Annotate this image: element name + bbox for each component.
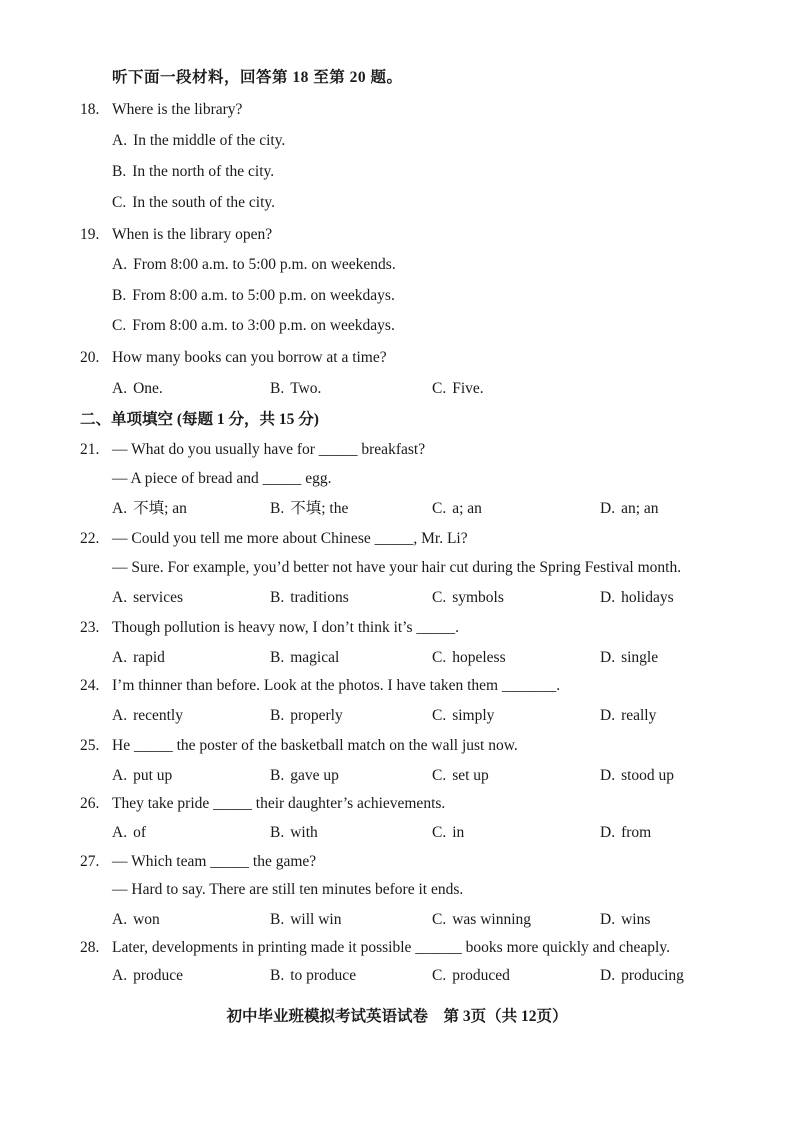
question-dialogue-line: — A piece of bread and _____ egg. [112, 470, 332, 487]
answer-option [600, 766, 674, 786]
option-letter: B. [270, 500, 285, 517]
answer-option [270, 706, 343, 726]
option-letter: B. [270, 649, 285, 666]
option-text: rapid [133, 649, 165, 666]
answer-option [112, 255, 396, 275]
answer-option [432, 588, 504, 608]
answer-option [432, 499, 482, 519]
answer-option [112, 966, 183, 986]
option-text: 不填; the [290, 500, 349, 517]
option-text: wins [621, 911, 651, 928]
option-text: simply [452, 707, 495, 724]
option-letter: A. [112, 911, 128, 928]
answer-option [112, 823, 146, 843]
answer-option [600, 706, 656, 726]
page-footer: 初中毕业班模拟考试英语试卷 第 3页（共 12页） [226, 1008, 568, 1025]
option-letter: D. [600, 500, 616, 517]
option-text: holidays [621, 589, 674, 606]
question-text: Later, developments in printing made it possible ______ books more quickly and cheaply. [112, 939, 670, 956]
option-text: 不填; an [133, 500, 187, 517]
option-text: services [133, 589, 183, 606]
option-text: traditions [290, 589, 349, 606]
answer-option [270, 588, 349, 608]
option-letter: B. [270, 589, 285, 606]
option-letter: B. [112, 287, 127, 304]
option-letter: A. [112, 707, 128, 724]
question-number: 27. [80, 853, 100, 870]
answer-option [432, 966, 510, 986]
option-letter: B. [270, 824, 285, 841]
answer-option [112, 131, 285, 151]
option-letter: B. [270, 911, 285, 928]
option-row [112, 588, 752, 608]
option-text: set up [452, 767, 489, 784]
option-row [112, 131, 752, 151]
option-row [112, 966, 752, 986]
option-letter: A. [112, 500, 128, 517]
question-stem [80, 794, 445, 814]
answer-option [112, 162, 274, 182]
option-text: magical [290, 649, 340, 666]
question-dialogue-line: — Sure. For example, you’d better not have your hair cut during the Spring Festival month. [112, 559, 682, 576]
option-row [112, 910, 752, 930]
option-letter: B. [270, 767, 285, 784]
option-letter: A. [112, 256, 128, 273]
option-row [112, 316, 752, 336]
answer-option [112, 316, 395, 336]
answer-option [432, 379, 484, 399]
question-number: 18. [80, 101, 100, 118]
option-letter: C. [112, 317, 127, 334]
option-letter: C. [432, 767, 447, 784]
section-title: 二、单项填空 (每题 1 分，共 15 分) [80, 411, 319, 428]
option-letter: D. [600, 649, 616, 666]
answer-option [270, 823, 318, 843]
question-text: Where is the library? [112, 101, 243, 118]
answer-option [112, 648, 165, 668]
option-text: Five. [452, 380, 484, 397]
answer-option [112, 706, 183, 726]
option-text: From 8:00 a.m. to 5:00 p.m. on weekdays. [132, 287, 395, 304]
answer-option [112, 588, 183, 608]
option-letter: C. [432, 380, 447, 397]
answer-option [270, 648, 339, 668]
answer-option [600, 966, 684, 986]
answer-option [600, 910, 650, 930]
option-text: in [452, 824, 465, 841]
option-row [112, 286, 752, 306]
question-number: 24. [80, 677, 100, 694]
option-text: produce [133, 967, 183, 984]
question-stem [80, 225, 272, 245]
option-letter: D. [600, 911, 616, 928]
question-text: He _____ the poster of the basketball match on the wall just now. [112, 737, 518, 754]
option-text: a; an [452, 500, 482, 517]
option-text: stood up [621, 767, 675, 784]
option-row [112, 499, 752, 519]
answer-option [600, 499, 659, 519]
option-letter: A. [112, 967, 128, 984]
option-row [112, 162, 752, 182]
option-text: producing [621, 967, 684, 984]
option-text: symbols [452, 589, 504, 606]
answer-option [432, 766, 489, 786]
question-stem [80, 348, 387, 368]
option-text: recently [133, 707, 183, 724]
option-text: to produce [290, 967, 357, 984]
option-row [112, 379, 752, 399]
question-stem [80, 440, 425, 460]
question-number: 19. [80, 226, 100, 243]
answer-option [112, 193, 275, 213]
answer-option [112, 766, 172, 786]
option-row [112, 193, 752, 213]
option-text: From 8:00 a.m. to 3:00 p.m. on weekdays. [132, 317, 395, 334]
answer-option [270, 766, 339, 786]
option-letter: C. [112, 194, 127, 211]
answer-option [600, 648, 658, 668]
question-stem [80, 938, 670, 958]
question-text: — Which team _____ the game? [112, 853, 317, 870]
question-text: How many books can you borrow at a time? [112, 349, 387, 366]
option-row [112, 823, 752, 843]
option-row [112, 255, 752, 275]
option-letter: D. [600, 967, 616, 984]
question-number: 25. [80, 737, 100, 754]
option-letter: B. [270, 380, 285, 397]
option-letter: C. [432, 500, 447, 517]
answer-option [600, 823, 651, 843]
option-text: One. [133, 380, 163, 397]
listening-intro: 听下面一段材料，回答第 18 至第 20 题。 [112, 69, 403, 86]
question-text: Though pollution is heavy now, I don’t think it’s _____. [112, 619, 460, 636]
question-stem [80, 100, 242, 120]
question-stem [80, 736, 518, 756]
answer-option [432, 706, 494, 726]
answer-option [270, 499, 348, 519]
option-text: really [621, 707, 657, 724]
option-row [112, 766, 752, 786]
question-stem [80, 529, 468, 549]
option-text: won [133, 911, 160, 928]
option-letter: C. [432, 649, 447, 666]
question-number: 21. [80, 441, 100, 458]
option-text: produced [452, 967, 510, 984]
answer-option [270, 966, 356, 986]
option-letter: A. [112, 589, 128, 606]
answer-option [270, 379, 321, 399]
question-text: They take pride _____ their daughter’s achievements. [112, 795, 446, 812]
option-text: of [133, 824, 146, 841]
answer-option [432, 910, 531, 930]
answer-option [432, 648, 506, 668]
answer-option [432, 823, 464, 843]
option-letter: A. [112, 132, 128, 149]
option-row [112, 648, 752, 668]
option-letter: C. [432, 707, 447, 724]
option-text: From 8:00 a.m. to 5:00 p.m. on weekends. [133, 256, 396, 273]
option-letter: B. [112, 163, 127, 180]
question-stem [80, 676, 560, 696]
option-letter: A. [112, 380, 128, 397]
question-text: — Could you tell me more about Chinese _____, Mr. Li? [112, 530, 468, 547]
option-text: In the middle of the city. [133, 132, 286, 149]
option-letter: A. [112, 649, 128, 666]
answer-option [112, 910, 160, 930]
option-text: properly [290, 707, 343, 724]
question-text: When is the library open? [112, 226, 273, 243]
option-text: with [290, 824, 318, 841]
option-letter: C. [432, 824, 447, 841]
option-letter: B. [270, 707, 285, 724]
option-text: Two. [290, 380, 322, 397]
option-letter: C. [432, 911, 447, 928]
option-letter: D. [600, 767, 616, 784]
answer-option [600, 588, 674, 608]
option-letter: D. [600, 589, 616, 606]
option-text: hopeless [452, 649, 506, 666]
option-text: an; an [621, 500, 659, 517]
question-stem [80, 852, 316, 872]
question-number: 22. [80, 530, 100, 547]
answer-option [112, 499, 187, 519]
question-number: 20. [80, 349, 100, 366]
option-letter: D. [600, 707, 616, 724]
answer-option [112, 286, 395, 306]
question-dialogue-line: — Hard to say. There are still ten minutes before it ends. [112, 881, 464, 898]
option-letter: A. [112, 824, 128, 841]
option-letter: C. [432, 589, 447, 606]
option-text: will win [290, 911, 342, 928]
answer-option [270, 910, 341, 930]
answer-option [112, 379, 163, 399]
option-row [112, 706, 752, 726]
question-number: 26. [80, 795, 100, 812]
question-number: 23. [80, 619, 100, 636]
question-text: — What do you usually have for _____ breakfast? [112, 441, 426, 458]
option-text: from [621, 824, 652, 841]
option-letter: A. [112, 767, 128, 784]
question-number: 28. [80, 939, 100, 956]
option-letter: B. [270, 967, 285, 984]
option-text: In the north of the city. [132, 163, 275, 180]
option-text: put up [133, 767, 173, 784]
option-text: In the south of the city. [132, 194, 275, 211]
question-stem [80, 618, 459, 638]
option-text: was winning [452, 911, 532, 928]
option-text: gave up [290, 767, 339, 784]
question-text: I’m thinner than before. Look at the photos. I have taken them _______. [112, 677, 561, 694]
option-letter: D. [600, 824, 616, 841]
option-letter: C. [432, 967, 447, 984]
option-text: single [621, 649, 659, 666]
